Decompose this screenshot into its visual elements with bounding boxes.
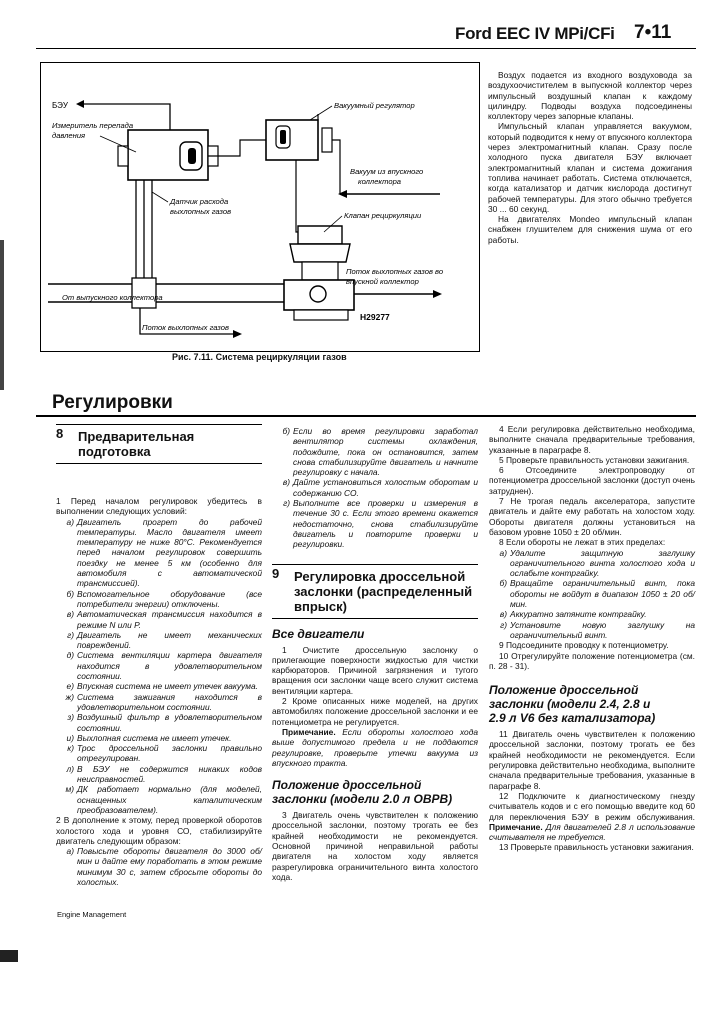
list-item: в) Автоматическая трансмиссия находится в режиме N или P. — [66, 609, 262, 630]
section-8-title-1: Предварительная — [78, 429, 195, 444]
scan-edge-mark — [0, 240, 4, 390]
paragraph-13: 13 Проверьте правильность установки зажигания. — [499, 842, 694, 853]
s9-paragraph-2: 2 Кроме описанных ниже моделей, на других автомобилях положение дроссельной заслонки и ее потенциометра не регулируется. — [272, 696, 478, 727]
label-vacuum-from-2: коллектора — [358, 177, 402, 186]
intro-text — [488, 70, 692, 245]
label-sensor-2: выхлопных газов — [170, 207, 232, 216]
vacuum-regulator-port — [322, 128, 332, 152]
section-9-title-2: заслонки (распределенный — [294, 583, 473, 599]
list-item: б) Вращайте ограничительный винт, пока обороты не войдут в диапазон 1050 ± 20 об/мин. — [499, 578, 695, 610]
list-item: в) Дайте установиться холостым оборотам и содержанию СО. — [282, 477, 478, 498]
list-item: а) Удалите защитную заглушку ограничительного винта холостого хода и ослабьте контргайку. — [499, 547, 695, 579]
list-item: б) Если во время регулировки заработал вентилятор системы охлаждения, подождите, пока он остановится, затем снова стабилизируйте двигатель и начните регулировку с начала. — [282, 426, 478, 478]
paragraph-10: 10 Отрегулируйте положение потенциометра (см. п. 28 - 31). — [489, 650, 695, 671]
list-item: з) Воздушный фильтр в удовлетворительном состоянии. — [67, 712, 262, 733]
label-figure-code: H29277 — [360, 312, 390, 322]
section-8-title-2: подготовка — [78, 444, 151, 459]
label-vacuum-from-1: Вакуум из впускного — [350, 167, 424, 176]
connector-pin — [188, 148, 196, 164]
list-item: л) В БЭУ не содержится никаких кодов неисправностей. — [66, 763, 262, 785]
vac-pin — [280, 130, 286, 144]
s8-paragraph-1: 1 Перед началом регулировок убедитесь в выполнении следующих условий: — [56, 496, 262, 517]
section-9-title-1: Регулировка дроссельной — [294, 568, 466, 584]
recirc-valve-diaphragm — [290, 244, 350, 262]
list-item: г) Выполните все проверки и измерения в течение 30 с. Если этого времени окажется недостаточно, снова стабилизируйте двигатель и повторите проверки и регулировки. — [283, 498, 478, 550]
header-rule — [36, 48, 696, 49]
label-gas-flow-bottom: Поток выхлопных газов — [142, 323, 229, 332]
section-8-heading — [56, 424, 262, 464]
s8-paragraph-2: 2 В дополнение к этому, перед проверкой оборотов холостого хода и уровня СО, стабилизируйте двигатель следующим образом: — [56, 815, 262, 846]
section-9-number: 9 — [272, 565, 280, 581]
s9-note — [272, 727, 478, 768]
arrow-vacuum — [338, 190, 347, 198]
list-item: г) Двигатель не имеет механических повреждений. — [67, 629, 262, 651]
label-recirc-valve: Клапан рециркуляции — [344, 211, 422, 220]
list-item: д) Система вентиляции картера двигателя находится в удовлетворительном состоянии. — [66, 650, 262, 682]
arrow-flow-intake — [433, 290, 442, 298]
paragraph-9: 9 Подсоедините проводку к потенциометру. — [499, 640, 669, 651]
subheading-2-0: Положение дроссельной заслонки (модели 2.0 л ОВРВ) — [272, 778, 453, 807]
label-gas-flow-1: Поток выхлопных газов во — [346, 267, 444, 276]
column-1 — [56, 424, 262, 887]
paragraph-5: 5 Проверьте правильность установки зажигания. — [499, 454, 690, 465]
arrow-flow-bottom — [233, 330, 242, 338]
label-pressure-meter-1: Измеритель перепада — [52, 121, 134, 130]
label-gas-flow-2: впускной коллектор — [346, 277, 419, 286]
egr-diagram — [40, 62, 480, 352]
list-item: ж) Система зажигания находится в удовлетворительном состоянии. — [65, 691, 262, 712]
list-item: г) Установите новую заглушку на ограничительный винт. — [500, 619, 695, 640]
list-item: в) Аккуратно затяните контргайку. — [499, 609, 647, 620]
column-2 — [272, 426, 478, 882]
scan-edge-mark — [0, 950, 18, 962]
s9-paragraph-1: 1 Очистите дроссельную заслонку о прилегающие поверхности жидкостью для чистки карбюраторов. Причиной загрязнения и тугого вращения оси заслонки чаще всего служит система вентиляции картера. — [272, 644, 478, 696]
label-vacuum-regulator: Вакуумный регулятор — [334, 101, 415, 110]
list-item: м) ДК работает нормально (для моделей, оснащенных каталитическим преобразователем). — [65, 784, 262, 815]
recirc-valve-cap — [298, 226, 342, 244]
note-text: Если обороты холостого хода выше допустимого предела и не поддаются регулировке, проверьте утечки вакуума из впускного тракта. — [272, 726, 478, 768]
vacuum-regulator-body — [266, 120, 318, 160]
subheading-all-engines: Все двигатели — [272, 626, 365, 641]
paragraph-11: 11 Двигатель очень чувствителен к положению дроссельной заслонки, поэтому трогать ее без крайней необходимости не рекомендуется. Если регулировка действительно необходима, выполните сначала предварительные требования, указанные в параграфе 8. — [489, 729, 695, 791]
running-header-title: Ford EEC IV MPi/CFi — [455, 24, 615, 43]
s9-paragraph-3: 3 Двигатель очень чувствителен к положению дроссельной заслонки, поэтому трогать ее без крайней необходимости не рекомендуется. Основной причиной неправильной работы двигателя на холостом ходу является разрегулировка ограничительного винта холостого хода. — [272, 810, 478, 882]
label-from-exhaust: От выпускного коллектора — [62, 293, 163, 302]
section-8-number: 8 — [56, 426, 64, 441]
paragraph-7: 7 Не трогая педаль акселератора, запустите двигатель и дайте ему работать на холостом ходу. Обороты двигателя должны установиться на базовом уровне 1050 ± 20 об/мин. — [489, 496, 695, 537]
label-pressure-meter-2: давления — [52, 131, 86, 140]
list-item: и) Выхлопная система не имеет утечек. — [66, 732, 232, 743]
label-sensor-1: Датчик расхода — [170, 197, 229, 206]
list-item: б) Вспомогательное оборудование (все потребители энергии) отключены. — [66, 588, 262, 609]
figure-caption: Рис. 7.11. Система рециркуляции газов — [172, 352, 347, 362]
label-beu: БЭУ — [52, 101, 68, 110]
page-footer: Engine Management — [57, 910, 127, 919]
list-item: а) Повысьте обороты двигателя до 3000 об/мин и дайте ему поработать в этом режиме минимум 30 с, затем сбросьте обороты до холостых. — [66, 846, 262, 887]
section-title: Регулировки — [52, 392, 173, 413]
section-rule — [36, 415, 696, 417]
section-9-title-3: впрыск) — [294, 598, 347, 614]
subheading-v6: Положение дроссельной заслонки (модели 2.4, 2.8 и 2.9 л V6 без катализатора) — [489, 683, 656, 726]
page-number: 7•11 — [634, 22, 672, 43]
paragraph-8: 8 Если обороты не лежат в этих пределах: — [499, 537, 666, 548]
note-label: Примечание. — [282, 726, 336, 737]
intro-paragraph: На двигателях Mondeo импульсный клапан снабжен глушителем для снижения шума от его работы. — [488, 214, 692, 245]
paragraph-6: 6 Отсоедините электропроводку от потенциометра дроссельной заслонки (доступ очень затруднен). — [489, 465, 695, 496]
intro-paragraph: Импульсный клапан управляется вакуумом, который подводится к нему от впускного коллектора через электромагнитный клапан. Сразу после холодного пуска двигателя БЭУ включает электромагнитный клапан и система дожигания топлива начинает работать. Система отключается, когда катализатор и датчик кислорода достигнут рабочей температуры. Для этого обычно требуется 30 ... 60 секунд. — [488, 121, 692, 214]
paragraph-12: 12 Подключите к диагностическому гнезду считыватель кодов и с его помощью введите код 60 для переключения БЭУ в режим обслуживания. Примечание. Для двигателей 2.8 л использование считывателя не требуется. — [489, 790, 696, 843]
paragraph-4: 4 Если регулировка действительно необходима, выполните сначала предварительные требования, указанные в параграфе 8. — [489, 424, 695, 455]
arrow-beu — [76, 100, 84, 108]
list-item: к) Трос дроссельной заслонки правильно отрегулирован. — [67, 743, 262, 764]
column-3 — [489, 424, 695, 853]
list-item: а) Двигатель прогрет до рабочей температуры. Масло двигателя имеет температуру не ниже 80°С. Рекомендуется перед началом регулировок совершить поездку не менее 5 км (особенно для автомобиля с автоматической трансмиссией). — [66, 516, 262, 589]
list-item: е) Впускная система не имеет утечек вакуума. — [66, 681, 258, 692]
intro-paragraph: Воздух подается из входного воздуховода за воздухоочистителем в выпускной коллектор через импульсный воздушный клапан к каждому цилиндру. Подводы воздуха подсоединены коллектору через запорные клапаны. — [488, 70, 692, 122]
meter-port-left — [118, 146, 128, 166]
section-9-heading — [272, 564, 478, 619]
